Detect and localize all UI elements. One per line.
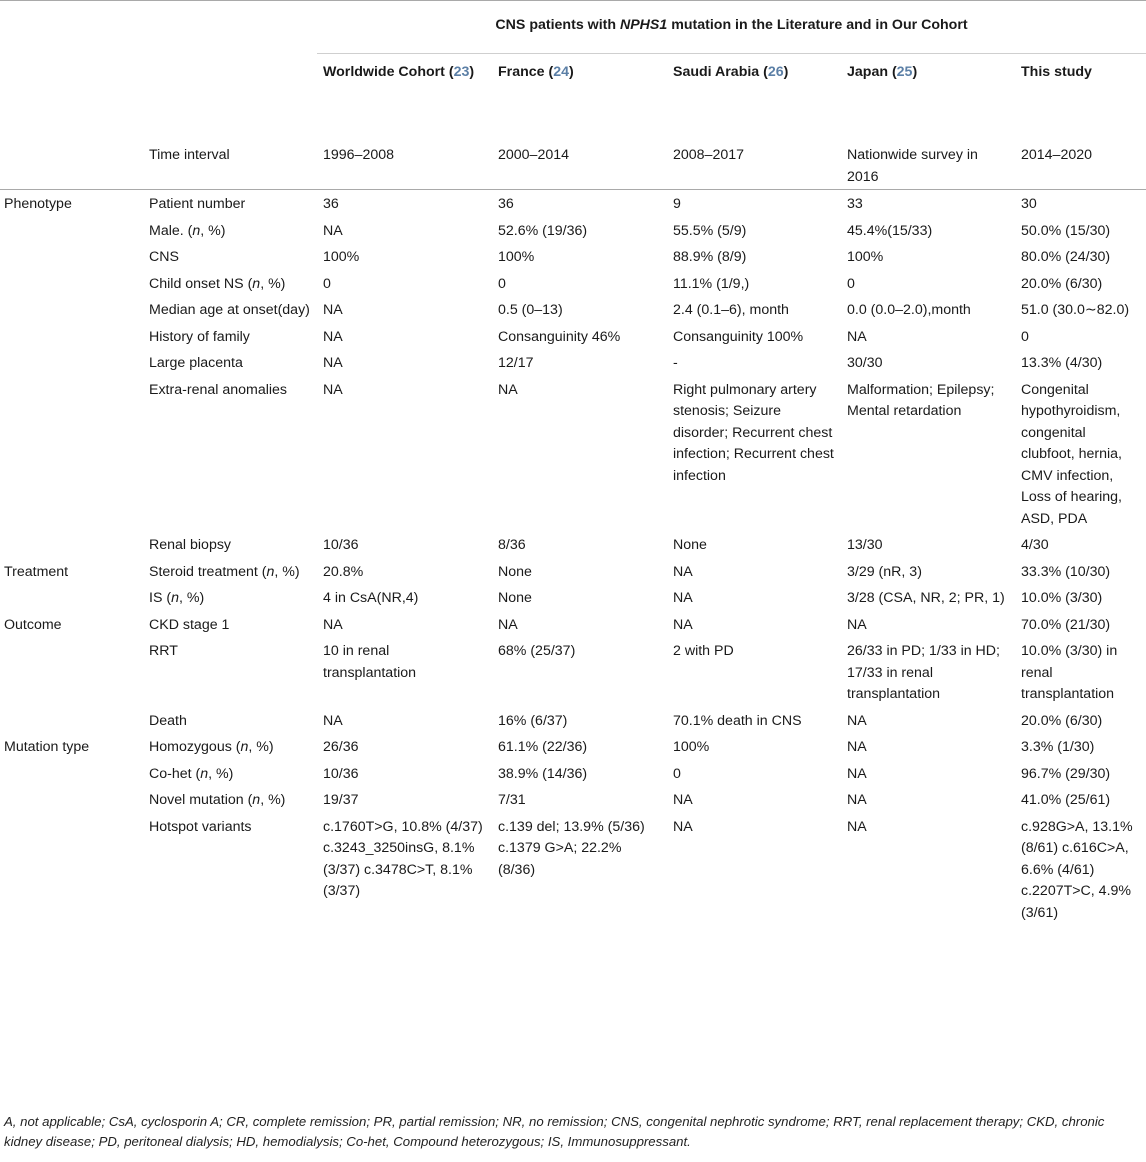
table-cell: 33 bbox=[847, 196, 863, 212]
table-row bbox=[0, 217, 1146, 244]
row-group-label bbox=[0, 141, 143, 190]
col-header-france: France (24) bbox=[498, 64, 574, 80]
table-cell: 30/30 bbox=[847, 355, 883, 371]
table-cell: 100% bbox=[673, 739, 710, 755]
table-cell: NA bbox=[323, 302, 343, 318]
table-cell: 4 in CsA(NR,4) bbox=[323, 590, 419, 606]
table-cell: NA bbox=[498, 381, 518, 398]
table-cell: 10.0% (3/30) in renal transplantation bbox=[1021, 643, 1118, 702]
table-cell: 1996–2008 bbox=[317, 141, 492, 190]
table-row bbox=[0, 707, 1146, 734]
table-cell: 0.0 (0.0–2.0),month bbox=[847, 302, 971, 318]
row-label: RRT bbox=[149, 643, 178, 659]
table-cell: 0 bbox=[323, 275, 331, 292]
row-group-label bbox=[0, 296, 143, 323]
table-cell: 8/36 bbox=[498, 537, 526, 553]
table-cell: 100% bbox=[323, 249, 360, 265]
table-row bbox=[0, 243, 1146, 270]
table-cell: NA bbox=[323, 381, 343, 398]
row-group-label bbox=[0, 531, 143, 558]
table-cell: 26/36 bbox=[323, 739, 359, 755]
table-cell: NA bbox=[847, 792, 867, 808]
table-cell: 3/28 (CSA, NR, 2; PR, 1) bbox=[847, 590, 1005, 606]
table-cell: None bbox=[673, 537, 707, 553]
table-row bbox=[0, 323, 1146, 350]
table-cell: NA bbox=[673, 590, 693, 606]
table-row bbox=[0, 270, 1146, 297]
table-cell: None bbox=[498, 590, 532, 606]
row-group-label: Phenotype bbox=[4, 196, 72, 212]
table-cell: 10 in renal transplantation bbox=[323, 643, 417, 681]
table-cell: 4/30 bbox=[1021, 537, 1049, 553]
row-label: Hotspot variants bbox=[149, 818, 252, 835]
table-cell: 52.6% (19/36) bbox=[498, 222, 588, 239]
table-cell: 50.0% (15/30) bbox=[1021, 222, 1111, 239]
table-cell: c.139 del; 13.9% (5/36) c.1379 G>A; 22.2% (8/36) bbox=[498, 818, 645, 878]
table-cell: NA bbox=[323, 616, 343, 633]
table-cell: 2.4 (0.1–6), month bbox=[673, 302, 789, 318]
table-cell: NA bbox=[673, 563, 693, 580]
row-label: IS (n, %) bbox=[149, 590, 205, 606]
table-cell: 10/36 bbox=[323, 765, 359, 782]
table-row bbox=[0, 531, 1146, 558]
row-label: Novel mutation (n, %) bbox=[149, 792, 286, 808]
table-cell: 20.0% (6/30) bbox=[1021, 712, 1103, 729]
table-cell: 19/37 bbox=[323, 792, 359, 808]
table-cell: 61.1% (22/36) bbox=[498, 739, 588, 755]
table-row bbox=[0, 733, 1146, 760]
table-cell: 70.0% (21/30) bbox=[1021, 616, 1111, 633]
row-label: Patient number bbox=[149, 196, 246, 212]
col-header-japan: Japan (25) bbox=[847, 64, 918, 80]
row-group-label bbox=[0, 813, 143, 926]
row-group-label bbox=[0, 217, 143, 244]
table-cell: 20.0% (6/30) bbox=[1021, 275, 1103, 292]
table-cell: NA bbox=[673, 818, 693, 835]
table-row bbox=[0, 611, 1146, 638]
table-cell: NA bbox=[847, 712, 867, 729]
table-cell: NA bbox=[847, 765, 867, 782]
row-group-label: Treatment bbox=[4, 563, 69, 580]
table-cell: 38.9% (14/36) bbox=[498, 765, 588, 782]
table-cell: 0.5 (0–13) bbox=[498, 302, 563, 318]
table-cell: Right pulmonary artery stenosis; Seizure disorder; Recurrent chest infection; Recurrent chest infection bbox=[673, 381, 834, 484]
table-cell: 55.5% (5/9) bbox=[673, 222, 747, 239]
table-body bbox=[0, 141, 1146, 925]
table-cell: 80.0% (24/30) bbox=[1021, 249, 1111, 265]
row-group-label bbox=[0, 760, 143, 787]
table-row bbox=[0, 349, 1146, 376]
table-cell: 0 bbox=[498, 275, 506, 292]
row-label: Child onset NS (n, %) bbox=[149, 275, 286, 292]
table-cell: NA bbox=[847, 616, 867, 633]
table-cell: 0 bbox=[673, 765, 681, 782]
table-cell: 51.0 (30.0∼82.0) bbox=[1021, 302, 1130, 318]
table-row bbox=[0, 558, 1146, 585]
table-cell: Congenital hypothyroidism, congenital clubfoot, hernia, CMV infection, Loss of hearing, ASD, PDA bbox=[1021, 381, 1122, 527]
table-row bbox=[0, 813, 1146, 926]
table-cell: Nationwide survey in 2016 bbox=[841, 141, 1015, 190]
table-row bbox=[0, 141, 1146, 190]
table-cell: 3.3% (1/30) bbox=[1021, 739, 1095, 755]
table-cell: NA bbox=[673, 616, 693, 633]
row-label: Large placenta bbox=[149, 355, 243, 371]
table-cell: c.1760T>G, 10.8% (4/37) c.3243_3250insG, 8.1% (3/37) c.3478C>T, 8.1% (3/37) bbox=[323, 818, 483, 899]
table-cell: 70.1% death in CNS bbox=[673, 712, 802, 729]
table-cell: 100% bbox=[498, 249, 535, 265]
table-title-row bbox=[0, 1, 1146, 54]
table-cell: 68% (25/37) bbox=[498, 643, 576, 659]
row-label: Co-het (n, %) bbox=[149, 765, 234, 782]
row-group-label bbox=[0, 376, 143, 532]
table-cell: 3/29 (nR, 3) bbox=[847, 563, 922, 580]
table-row bbox=[0, 190, 1146, 217]
row-group-label: Outcome bbox=[4, 616, 62, 633]
row-label: Median age at onset(day) bbox=[149, 302, 310, 318]
table-cell: NA bbox=[847, 818, 867, 835]
row-group-label bbox=[0, 323, 143, 350]
table-cell: 96.7% (29/30) bbox=[1021, 765, 1111, 782]
row-label: Renal biopsy bbox=[149, 537, 232, 553]
table-cell: 2000–2014 bbox=[492, 141, 667, 190]
table-cell: NA bbox=[673, 792, 693, 808]
row-label: Steroid treatment (n, %) bbox=[149, 563, 300, 580]
table-cell: - bbox=[673, 355, 678, 371]
row-group-label bbox=[0, 584, 143, 611]
table-cell: 41.0% (25/61) bbox=[1021, 792, 1111, 808]
table-cell: 36 bbox=[498, 196, 514, 212]
table-cell: 20.8% bbox=[323, 563, 364, 580]
table-cell: 9 bbox=[673, 196, 681, 212]
table-cell: 0 bbox=[1021, 328, 1029, 345]
table-cell: 13/30 bbox=[847, 537, 883, 553]
row-label: CNS bbox=[149, 249, 179, 265]
col-header-saudi-arabia: Saudi Arabia (26) bbox=[673, 64, 789, 80]
table-footnote: A, not applicable; CsA, cyclosporin A; CR, complete remission; PR, partial remission; NR, no remission; CNS, congenital nephrotic syndrome; RRT, renal replacement therapy; CKD, chronic kidney disease; PD, peritoneal dialysis; HD, hemodialysis; Co-het, Compound heterozygous; IS, Immunosuppressant. bbox=[4, 1114, 1105, 1149]
table-cell: 10.0% (3/30) bbox=[1021, 590, 1103, 606]
table-cell: NA bbox=[323, 712, 343, 729]
table-cell: NA bbox=[498, 616, 518, 633]
col-header-worldwide: Worldwide Cohort (23) bbox=[323, 64, 475, 80]
col-header-this-study: This study bbox=[1021, 64, 1092, 80]
row-label: CKD stage 1 bbox=[149, 616, 230, 633]
table-row bbox=[0, 760, 1146, 787]
row-group-label bbox=[0, 786, 143, 813]
table-cell: 30 bbox=[1021, 196, 1037, 212]
table-cell: 88.9% (8/9) bbox=[673, 249, 747, 265]
row-group-label: Mutation type bbox=[4, 739, 90, 755]
table-cell: Malformation; Epilepsy; Mental retardation bbox=[847, 381, 995, 419]
table-cell: 0 bbox=[847, 275, 855, 292]
table-cell: 45.4%(15/33) bbox=[847, 222, 933, 239]
table-cell: 2014–2020 bbox=[1015, 141, 1146, 190]
row-label: Death bbox=[149, 712, 187, 729]
table-row bbox=[0, 637, 1146, 707]
table-cell: Consanguinity 100% bbox=[673, 328, 804, 345]
row-group-label bbox=[0, 243, 143, 270]
table-row bbox=[0, 584, 1146, 611]
table-row bbox=[0, 786, 1146, 813]
table-row bbox=[0, 376, 1146, 532]
table-cell: NA bbox=[847, 328, 867, 345]
table-cell: 36 bbox=[323, 196, 339, 212]
column-header-row bbox=[0, 54, 1146, 142]
table-cell: NA bbox=[323, 222, 343, 239]
table-cell: NA bbox=[847, 739, 867, 755]
table-cell: c.928G>A, 13.1% (8/61) c.616C>A, 6.6% (4/61) c.2207T>C, 4.9% (3/61) bbox=[1021, 818, 1133, 921]
table-cell: 2 with PD bbox=[673, 643, 734, 659]
row-group-label bbox=[0, 349, 143, 376]
table-cell: 16% (6/37) bbox=[498, 712, 568, 729]
row-label: Extra-renal anomalies bbox=[149, 381, 287, 398]
row-group-label bbox=[0, 637, 143, 707]
row-group-label bbox=[0, 270, 143, 297]
table-cell: 26/33 in PD; 1/33 in HD; 17/33 in renal transplantation bbox=[847, 643, 1000, 702]
row-label: Homozygous (n, %) bbox=[149, 739, 274, 755]
table-title: CNS patients with NPHS1 mutation in the Literature and in Our Cohort bbox=[317, 1, 1146, 54]
table-cell: 2008–2017 bbox=[667, 141, 841, 190]
table-cell: 12/17 bbox=[498, 355, 534, 371]
table-cell: 11.1% (1/9,) bbox=[673, 275, 750, 292]
table-cell: Consanguinity 46% bbox=[498, 328, 621, 345]
table-cell: 13.3% (4/30) bbox=[1021, 355, 1103, 371]
table-cell: 33.3% (10/30) bbox=[1021, 563, 1111, 580]
row-group-label bbox=[0, 707, 143, 734]
row-label: Male. (n, %) bbox=[149, 222, 226, 239]
table-cell: None bbox=[498, 563, 532, 580]
table-cell: NA bbox=[323, 355, 343, 371]
table-row bbox=[0, 296, 1146, 323]
table-cell: 7/31 bbox=[498, 792, 526, 808]
row-label: Time interval bbox=[143, 141, 317, 190]
table-cell: 100% bbox=[847, 249, 884, 265]
row-label: History of family bbox=[149, 328, 250, 345]
table-cell: NA bbox=[323, 328, 343, 345]
table-cell: 10/36 bbox=[323, 537, 359, 553]
